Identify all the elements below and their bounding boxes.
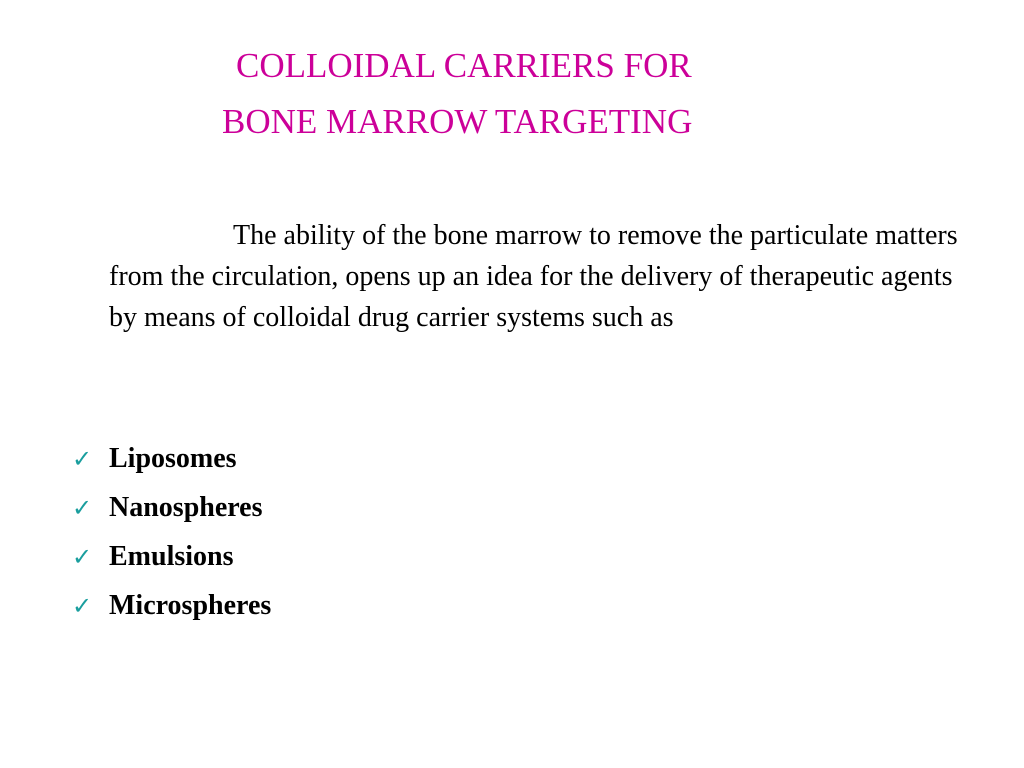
checkmark-icon: ✓ xyxy=(72,494,93,522)
checkmark-icon: ✓ xyxy=(72,592,93,620)
checkmark-icon: ✓ xyxy=(72,543,93,571)
checklist-item-microspheres xyxy=(72,581,271,630)
checkmark-icon: ✓ xyxy=(72,445,93,473)
body-paragraph-text: The ability of the bone marrow to remove the particulate matters from the circulation, opens up an idea for the delivery of therapeutic agents by means of colloidal drug carrier systems such as xyxy=(109,220,958,333)
checklist-item-label: Liposomes xyxy=(109,443,237,474)
checklist-item-nanospheres xyxy=(72,483,271,532)
checklist-item-liposomes xyxy=(72,434,271,483)
slide-title-line-2: BONE MARROW TARGETING xyxy=(222,102,693,141)
checklist-item-label: Microspheres xyxy=(109,590,272,621)
checklist-item-emulsions xyxy=(72,532,271,581)
slide-title-line-1: COLLOIDAL CARRIERS FOR xyxy=(236,46,692,85)
body-paragraph xyxy=(109,215,959,338)
carrier-checklist xyxy=(72,434,271,630)
checklist-item-label: Emulsions xyxy=(109,541,234,572)
checklist-item-label: Nanospheres xyxy=(109,492,263,523)
